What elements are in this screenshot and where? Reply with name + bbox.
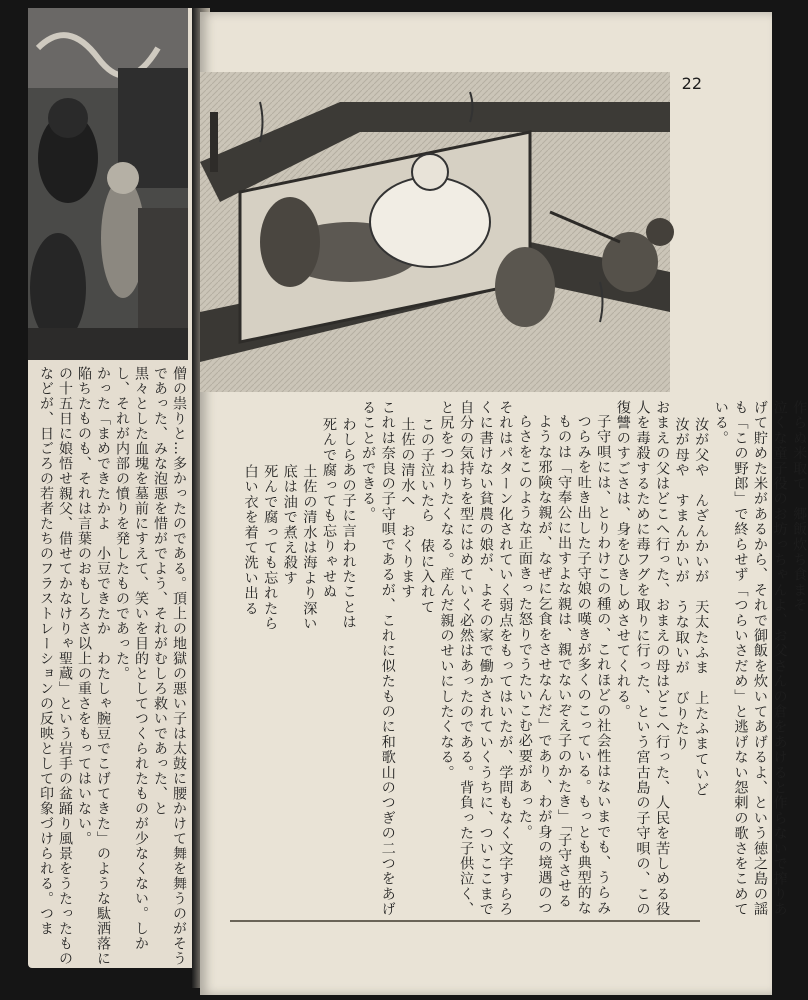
left-paragraph: かった「まめできたかよ 小豆できたか わたしゃ腕豆でこげてきた」のような駄洒落に陥ちたものも、それは言葉のおもしろさ以上の重さをもってはいない。	[76, 366, 111, 966]
left-paragraph: 黒々とした血塊を墓前にすえて、笑いを目的としてつくられたものが少なくない。しかし、それが内部の憤りを発したものであった。	[114, 366, 149, 951]
paragraph: おまえの父はどこへ行った、おまえの母はどこへ行った、人民を苦しめる役人を毒殺するために毒フグを取りに行った、という宮古島の子守唄の、この復讐のすごさは、身をひきしめさせてくれる。	[614, 400, 671, 917]
verse-line: 底は油で煮え殺す	[281, 463, 298, 586]
left-illustration-art	[28, 8, 188, 360]
verse-line: わしらあの子に言われたことは	[340, 417, 357, 630]
paragraph: それはパターン化されていく弱点をもってはいたが、学問もなく文字すらろくに書けない貧農の娘が、よその家で働かされていくうちに、ついここまで自分の気持ちを型にはめていく必然はあったのである。背負った子供泣く、と尻をつねりたくなる。産んだ親のせいにしたくなる。	[438, 400, 514, 917]
left-page-text	[36, 366, 186, 966]
left-paragraph: の十五日に娘悟せ親父、借せてかなけりゃ聖蔵」という岩手の盆踊り風景をうたったものなどが、日ごろの若者たちのフラストレーションの反映として印象づけられる。つま	[38, 366, 73, 966]
left-paragraph: 僧の祟りと…多かったのである。頂上の地獄の悪い子は太鼓に腰かけて舞を舞うのがそうであった、みな泡悪を惜がでよう、それがむしろ救いであった、と	[152, 366, 187, 966]
verse-line: 土佐の清水へ おくります	[399, 417, 416, 600]
verse-line: 死んで腐っても忘りゃせぬ	[320, 417, 337, 600]
scroll-illustration-art	[200, 72, 670, 392]
verse-line: 土佐の清水は海より深い	[301, 463, 318, 632]
bottom-rule	[230, 920, 700, 922]
paragraph: 子守唄には、とりわけこの種の、これほどの社会性はないまでも、うらみつらみを吐き出した子守娘の嘆きが多くのこっている。もっとも典型的なものは「守奉公に出すよな親は、親でないぞえ子のかたき」「子守させるような邪険な親が、なぜに乞食をさせなんだ」であり、わが身の境遇のつらさをこのような正面きった怒りでうたいこむ必要があった。	[516, 414, 612, 916]
verse-line: 死んで腐っても忘れたら	[262, 463, 279, 632]
left-page	[28, 8, 200, 968]
verse-line: 白い衣を着て洗い出る	[242, 463, 259, 616]
scroll-illustration	[200, 72, 670, 392]
left-page-illustration	[28, 8, 188, 360]
page-number: 22	[681, 74, 702, 93]
verse-line: 汝が母や すまんかいが うな取いが びりたり	[673, 417, 690, 752]
main-text	[240, 400, 808, 920]
verse-line: 汝が父や んざんかいが 天太たふま 上たふまていど	[693, 417, 710, 798]
verse-line: この子泣いたら 俵に入れて	[418, 417, 435, 615]
verse-line: 作らぬ米取て 郷飯炊ち食まそ	[791, 400, 808, 613]
paragraph: これは奈良の子守唄であるが、これに似たものに和歌山のつぎの二つをあげることができる。	[360, 400, 396, 917]
paragraph: 泣くな童子役のお坊っちゃんよ、お父さんの倉をあけると作らないで搾りあげて貯めた米があるから、それで御飯を炊いてあげるよ、という徳之島の謡も「この野郎」で終らせず「つらいさだめ」と逃げない怨剌の歌さをこめている。	[712, 400, 788, 917]
right-page	[200, 12, 808, 995]
